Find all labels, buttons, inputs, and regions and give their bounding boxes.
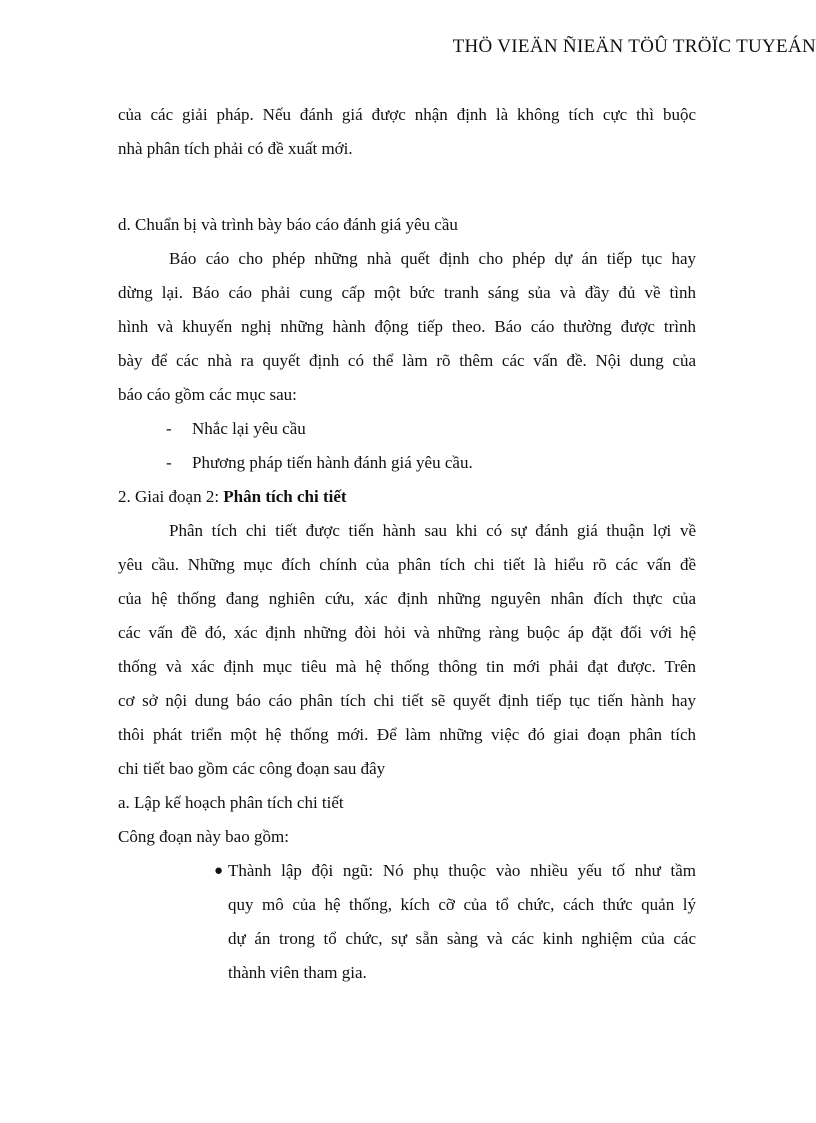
text-line: thôi phát triển một hệ thống mới. Để làm những việc đó giai đoạn phân tích: [118, 725, 696, 744]
text-line: Công đoạn này bao gồm:: [118, 827, 289, 846]
text-line: của hệ thống đang nghiên cứu, xác định những nguyên nhân đích thực của: [118, 589, 696, 608]
text-line: các vấn đề đó, xác định những đòi hỏi và những ràng buộc áp đặt đối với hệ: [118, 623, 696, 642]
list-item-text: Nhắc lại yêu cầu: [192, 419, 306, 438]
section-heading: [118, 480, 696, 514]
paragraph-gap: [118, 166, 696, 208]
dash-marker: -: [166, 419, 172, 438]
stage-2: [118, 480, 696, 786]
text-line: quy mô của hệ thống, kích cỡ của tổ chức, cách thức quản lý: [228, 895, 696, 914]
text-line: báo cáo gồm các mục sau:: [118, 385, 297, 404]
list-item: [118, 446, 696, 480]
text-line: cơ sở nội dung báo cáo phân tích chi tiết sẽ quyết định tiếp tục tiến hành hay: [118, 691, 696, 710]
text-line: thành viên tham gia.: [228, 963, 367, 982]
section-heading: d. Chuẩn bị và trình bày báo cáo đánh giá yêu cầu: [118, 215, 458, 234]
text-line: dự án trong tổ chức, sự sẵn sàng và các kinh nghiệm của các: [228, 929, 696, 948]
bullet-item: [118, 854, 696, 990]
dash-marker: -: [166, 453, 172, 472]
paragraph-continuation: [118, 98, 696, 166]
section-d: [118, 208, 696, 480]
page-header: THÖ VIEÄN ÑIEÄN TÖÛ TRÖÏC TUYEÁN: [452, 36, 816, 57]
text-line: của các giải pháp. Nếu đánh giá được nhận định là không tích cực thì buộc: [118, 105, 696, 124]
text-line: thống và xác định mục tiêu mà hệ thống thông tin mới phải đạt được. Trên: [118, 657, 696, 676]
section-a: [118, 786, 696, 990]
list-item-text: Phương pháp tiến hành đánh giá yêu cầu.: [192, 453, 473, 472]
list-item: [118, 412, 696, 446]
text-line: dừng lại. Báo cáo phải cung cấp một bức tranh sáng sủa và đầy đủ về tình: [118, 283, 696, 302]
text-line: Báo cáo cho phép những nhà quết định cho phép dự án tiếp tục hay: [169, 249, 696, 268]
bullet-marker: ●: [214, 863, 224, 879]
text-line: bày để các nhà ra quyết định có thể làm rõ thêm các vấn đề. Nội dung của: [118, 351, 696, 370]
text-line: nhà phân tích phải có đề xuất mới.: [118, 139, 353, 158]
text-line: Phân tích chi tiết được tiến hành sau khi có sự đánh giá thuận lợi về: [169, 521, 696, 540]
document-body: [118, 98, 696, 990]
section-heading: a. Lập kế hoạch phân tích chi tiết: [118, 793, 344, 812]
text-line: yêu cầu. Những mục đích chính của phân tích chi tiết là hiểu rõ các vấn đề: [118, 555, 696, 574]
text-line: Thành lập đội ngũ: Nó phụ thuộc vào nhiều yếu tố như tầm: [228, 861, 696, 880]
heading-title: Phân tích chi tiết: [223, 487, 347, 506]
text-line: chi tiết bao gồm các công đoạn sau đây: [118, 759, 386, 778]
heading-prefix: 2. Giai đoạn 2:: [118, 487, 224, 506]
text-line: hình và khuyến nghị những hành động tiếp theo. Báo cáo thường được trình: [118, 317, 696, 336]
